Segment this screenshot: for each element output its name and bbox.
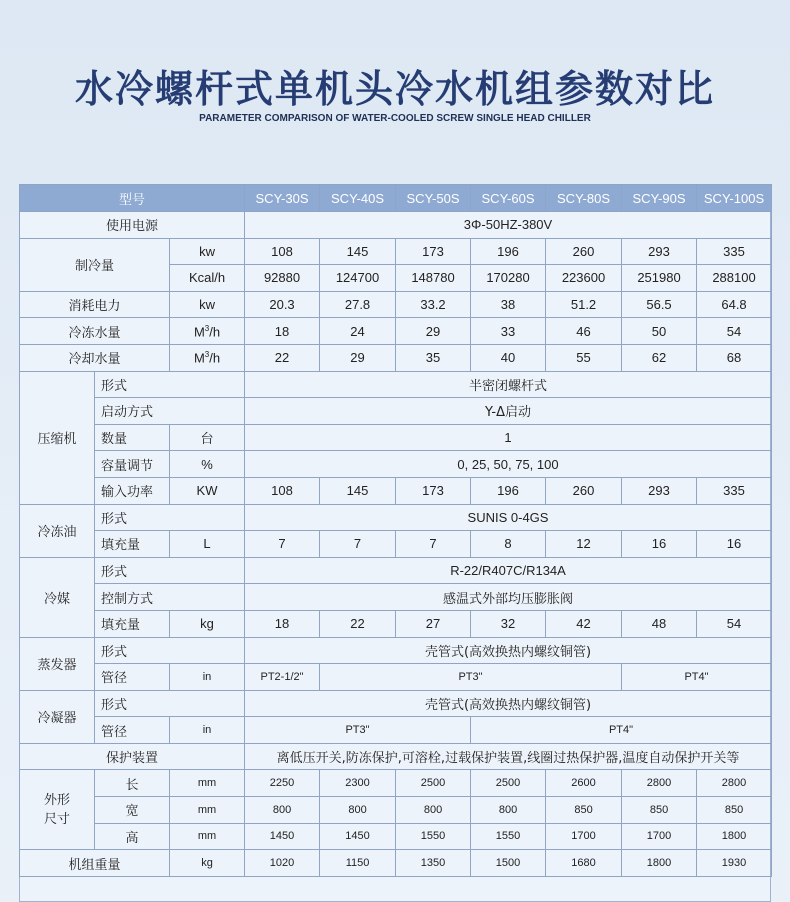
- model-header: SCY-40S: [320, 185, 396, 212]
- sub-label: 输入功率: [95, 477, 170, 504]
- group-label-evaporator: 蒸发器: [20, 637, 95, 690]
- row-label: 保护装置: [20, 743, 245, 770]
- sub-label: 形式: [95, 557, 245, 584]
- value-cell: 2800: [622, 770, 697, 797]
- value-cell: 7: [245, 531, 320, 558]
- value-cell: 35: [396, 344, 471, 371]
- value-cell: 260: [546, 477, 622, 504]
- compressor-qty-row: [20, 424, 772, 451]
- value-cell: 16: [697, 531, 772, 558]
- value-cell: 850: [622, 797, 697, 824]
- value-cell: 55: [546, 344, 622, 371]
- value-cell: 124700: [320, 265, 396, 292]
- model-header: SCY-80S: [546, 185, 622, 212]
- value-cell: 2500: [396, 770, 471, 797]
- value-cell: 92880: [245, 265, 320, 292]
- sub-label: 宽: [95, 797, 170, 824]
- value-cell: 1700: [546, 823, 622, 850]
- span-value: SUNIS 0-4GS: [245, 504, 772, 531]
- unit-cell: in: [170, 664, 245, 691]
- model-header: SCY-90S: [622, 185, 697, 212]
- value-cell: 54: [697, 610, 772, 637]
- span-value: 半密闭螺杆式: [245, 371, 772, 398]
- compressor-type-row: [20, 371, 772, 398]
- compressor-capacity-row: [20, 451, 772, 478]
- value-cell: 2800: [697, 770, 772, 797]
- value-cell: 18: [245, 318, 320, 345]
- page-title: 水冷螺杆式单机头冷水机组参数对比: [74, 67, 715, 111]
- unit-cell: mm: [170, 823, 245, 850]
- sub-label: 数量: [95, 424, 170, 451]
- value-cell: 1700: [622, 823, 697, 850]
- value-cell: 1550: [471, 823, 546, 850]
- value-cell: PT4": [622, 664, 772, 691]
- value-cell: 54: [697, 318, 772, 345]
- value-cell: 145: [320, 238, 396, 265]
- value-cell: 293: [622, 238, 697, 265]
- value-cell: 335: [697, 238, 772, 265]
- unit-cell: kg: [170, 850, 245, 877]
- value-cell: 800: [471, 797, 546, 824]
- unit-cell: in: [170, 717, 245, 744]
- cooling-kw-row: [20, 238, 772, 265]
- sub-label: 填充量: [95, 531, 170, 558]
- value-cell: 51.2: [546, 291, 622, 318]
- row-label: 机组重量: [20, 850, 170, 877]
- value-cell: 7: [320, 531, 396, 558]
- sub-label: 形式: [95, 504, 245, 531]
- power-row: [20, 212, 772, 239]
- chilled-water-row: [20, 318, 772, 345]
- sub-label: 管径: [95, 664, 170, 691]
- cooling-water-row: [20, 344, 772, 371]
- value-cell: 2500: [471, 770, 546, 797]
- consumption-row: [20, 291, 772, 318]
- value-cell: 32: [471, 610, 546, 637]
- model-header: SCY-50S: [396, 185, 471, 212]
- value-cell: 22: [245, 344, 320, 371]
- unit-cell: kg: [170, 610, 245, 637]
- condenser-type-row: [20, 690, 772, 717]
- weight-row: [20, 850, 772, 877]
- oil-fill-row: [20, 531, 772, 558]
- value-cell: 8: [471, 531, 546, 558]
- dimension-height-row: [20, 823, 772, 850]
- value-cell: PT2-1/2": [245, 664, 320, 691]
- sub-label: 形式: [95, 690, 245, 717]
- value-cell: 33.2: [396, 291, 471, 318]
- value-cell: 22: [320, 610, 396, 637]
- value-cell: 1450: [245, 823, 320, 850]
- spec-table: [19, 184, 772, 877]
- value-cell: 1150: [320, 850, 396, 877]
- value-cell: 46: [546, 318, 622, 345]
- compressor-input-row: [20, 477, 772, 504]
- unit-cell: mm: [170, 770, 245, 797]
- header-row: [20, 185, 772, 212]
- evaporator-pipe-row: [20, 664, 772, 691]
- value-cell: 1550: [396, 823, 471, 850]
- sub-label: 控制方式: [95, 584, 245, 611]
- row-label: 制冷量: [20, 238, 170, 291]
- span-value: R-22/R407C/R134A: [245, 557, 772, 584]
- model-header-label: 型号: [20, 185, 245, 212]
- value-cell: 1680: [546, 850, 622, 877]
- value-cell: 170280: [471, 265, 546, 292]
- span-value: Y-Δ启动: [245, 398, 772, 425]
- span-value: 离低压开关,防冻保护,可溶栓,过载保护装置,线圈过热保护器,温度自动保护开关等: [245, 743, 772, 770]
- sub-label: 管径: [95, 717, 170, 744]
- value-cell: 1450: [320, 823, 396, 850]
- value-cell: 2300: [320, 770, 396, 797]
- oil-type-row: [20, 504, 772, 531]
- value-cell: 800: [320, 797, 396, 824]
- unit-cell: kw: [170, 238, 245, 265]
- value-cell: 7: [396, 531, 471, 558]
- value-cell: PT3": [245, 717, 471, 744]
- value-cell: 293: [622, 477, 697, 504]
- row-label: 冷冻水量: [20, 318, 170, 345]
- value-cell: 173: [396, 238, 471, 265]
- sub-label: 启动方式: [95, 398, 245, 425]
- unit-cell: %: [170, 451, 245, 478]
- value-cell: 27: [396, 610, 471, 637]
- value-cell: 196: [471, 477, 546, 504]
- value-cell: PT4": [471, 717, 772, 744]
- value-cell: 27.8: [320, 291, 396, 318]
- value-cell: 800: [396, 797, 471, 824]
- group-label-refrigerant: 冷媒: [20, 557, 95, 637]
- dimension-width-row: [20, 797, 772, 824]
- value-cell: PT3": [320, 664, 622, 691]
- group-label-condenser: 冷凝器: [20, 690, 95, 743]
- value-cell: 1350: [396, 850, 471, 877]
- value-cell: 24: [320, 318, 396, 345]
- value-cell: 145: [320, 477, 396, 504]
- row-label: 消耗电力: [20, 291, 170, 318]
- value-cell: 40: [471, 344, 546, 371]
- power-value: 3Φ-50HZ-380V: [245, 212, 772, 239]
- value-cell: 62: [622, 344, 697, 371]
- value-cell: 850: [697, 797, 772, 824]
- value-cell: 173: [396, 477, 471, 504]
- group-label-oil: 冷冻油: [20, 504, 95, 557]
- refrigerant-type-row: [20, 557, 772, 584]
- refrigerant-control-row: [20, 584, 772, 611]
- value-cell: 29: [396, 318, 471, 345]
- dimensions-label-line2: 尺寸: [43, 811, 70, 827]
- value-cell: 850: [546, 797, 622, 824]
- value-cell: 1800: [697, 823, 772, 850]
- span-value: 壳管式(高效换热内螺纹铜管): [245, 637, 772, 664]
- value-cell: 2600: [546, 770, 622, 797]
- value-cell: 1500: [471, 850, 546, 877]
- row-label: 使用电源: [20, 212, 245, 239]
- unit-cell: kw: [170, 291, 245, 318]
- dimension-length-row: [20, 770, 772, 797]
- unit-cell: KW: [170, 477, 245, 504]
- value-cell: 2250: [245, 770, 320, 797]
- value-cell: 335: [697, 477, 772, 504]
- unit-cell: Kcal/h: [170, 265, 245, 292]
- model-header: SCY-30S: [245, 185, 320, 212]
- refrigerant-fill-row: [20, 610, 772, 637]
- value-cell: 1800: [622, 850, 697, 877]
- unit-cell: mm: [170, 797, 245, 824]
- group-label-dimensions: [20, 770, 95, 850]
- condenser-pipe-row: [20, 717, 772, 744]
- value-cell: 800: [245, 797, 320, 824]
- span-value: 1: [245, 424, 772, 451]
- value-cell: 251980: [622, 265, 697, 292]
- sub-label: 容量调节: [95, 451, 170, 478]
- value-cell: 64.8: [697, 291, 772, 318]
- value-cell: 1930: [697, 850, 772, 877]
- sub-label: 长: [95, 770, 170, 797]
- value-cell: 260: [546, 238, 622, 265]
- evaporator-type-row: [20, 637, 772, 664]
- unit-cell: L: [170, 531, 245, 558]
- unit-cell: $M^3/h$: [170, 344, 245, 371]
- value-cell: 20.3: [245, 291, 320, 318]
- model-header: SCY-100S: [697, 185, 772, 212]
- value-cell: 16: [622, 531, 697, 558]
- span-value: 0, 25, 50, 75, 100: [245, 451, 772, 478]
- value-cell: 42: [546, 610, 622, 637]
- value-cell: 18: [245, 610, 320, 637]
- value-cell: 50: [622, 318, 697, 345]
- value-cell: 223600: [546, 265, 622, 292]
- value-cell: 12: [546, 531, 622, 558]
- sub-label: 形式: [95, 371, 245, 398]
- value-cell: 56.5: [622, 291, 697, 318]
- model-header: SCY-60S: [471, 185, 546, 212]
- value-cell: 108: [245, 477, 320, 504]
- value-cell: 196: [471, 238, 546, 265]
- value-cell: 108: [245, 238, 320, 265]
- value-cell: 29: [320, 344, 396, 371]
- value-cell: 1020: [245, 850, 320, 877]
- unit-cell: 台: [170, 424, 245, 451]
- compressor-start-row: [20, 398, 772, 425]
- value-cell: 148780: [396, 265, 471, 292]
- span-value: 感温式外部均压膨胀阀: [245, 584, 772, 611]
- span-value: 壳管式(高效换热内螺纹铜管): [245, 690, 772, 717]
- protection-row: [20, 743, 772, 770]
- page-subtitle: PARAMETER COMPARISON OF WATER-COOLED SCREW SINGLE HEAD CHILLER: [199, 113, 591, 124]
- sub-label: 形式: [95, 637, 245, 664]
- value-cell: 33: [471, 318, 546, 345]
- value-cell: 38: [471, 291, 546, 318]
- group-label-compressor: 压缩机: [20, 371, 95, 504]
- sub-label: 填充量: [95, 610, 170, 637]
- row-label: 冷却水量: [20, 344, 170, 371]
- value-cell: 48: [622, 610, 697, 637]
- unit-cell: $M^3/h$: [170, 318, 245, 345]
- sub-label: 高: [95, 823, 170, 850]
- value-cell: 68: [697, 344, 772, 371]
- dimensions-label-line1: 外形: [43, 792, 70, 808]
- value-cell: 288100: [697, 265, 772, 292]
